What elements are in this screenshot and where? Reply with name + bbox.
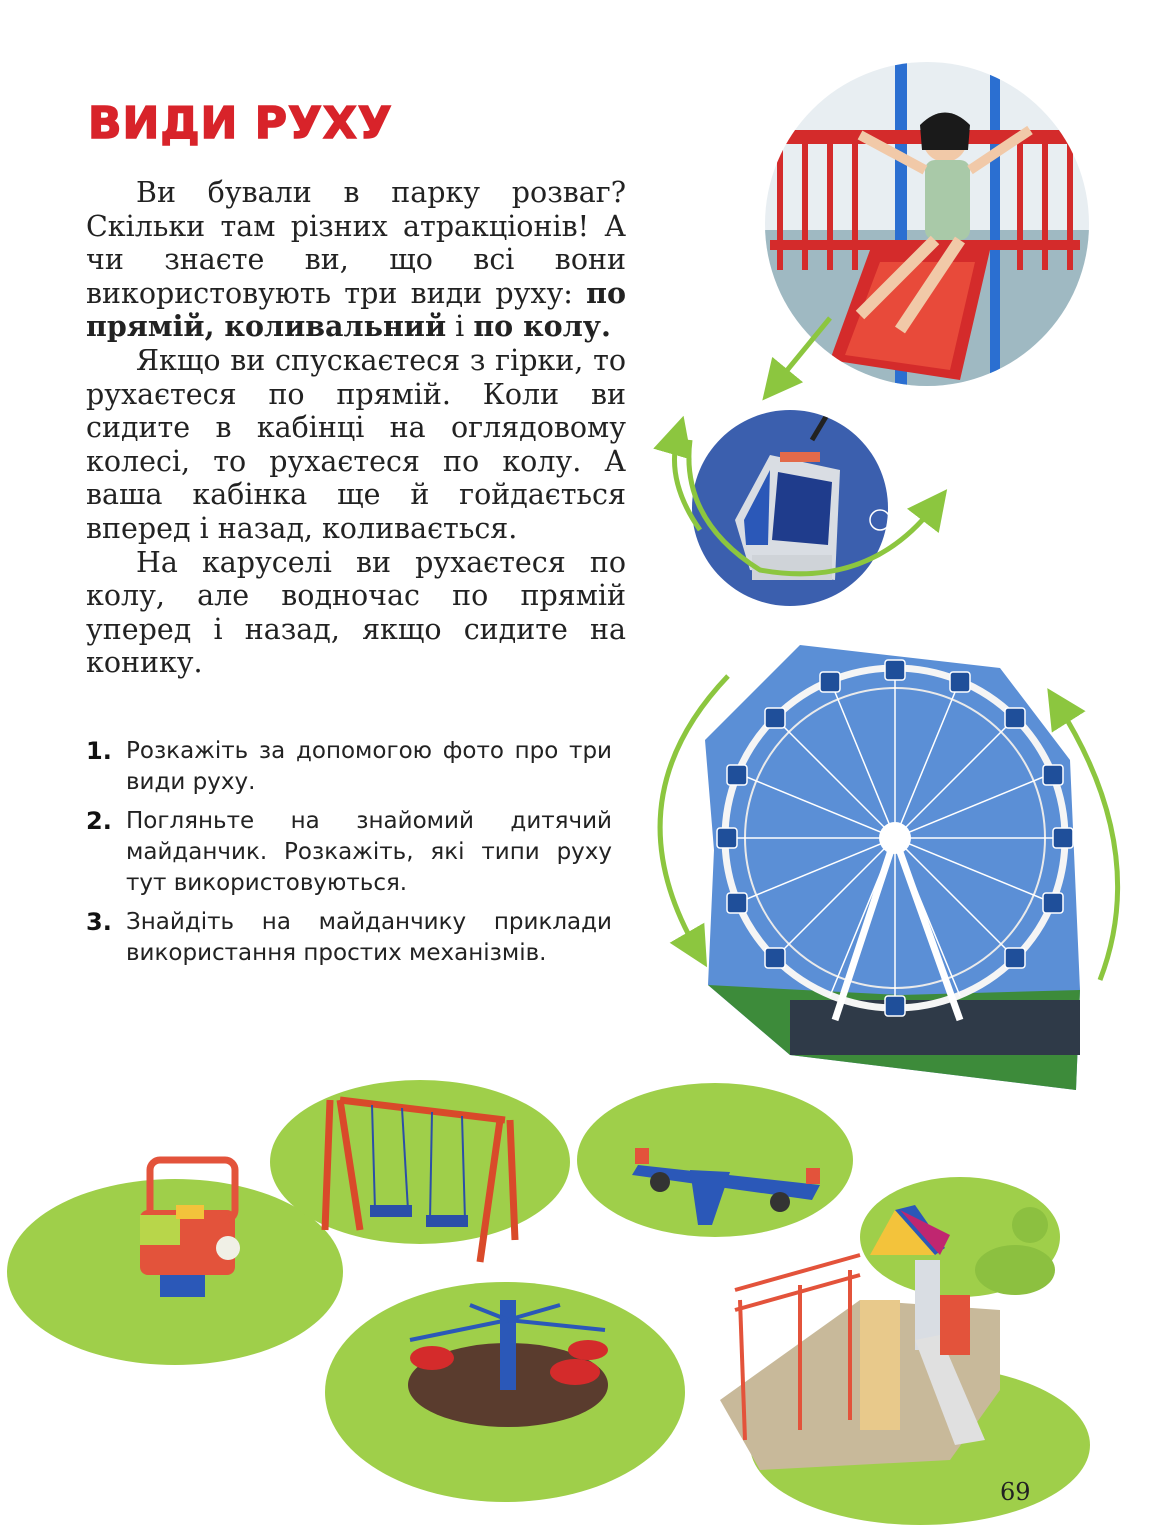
- straight-motion-arrow: [775, 318, 830, 385]
- task-number: 2.: [86, 807, 112, 835]
- task-item: [86, 806, 612, 899]
- task-text: Знайдіть на майданчику приклади використання простих механізмів.: [126, 909, 612, 966]
- paragraph-2: Якщо ви спускаєтеся з гірки, то рухаєтеся по прямій. Коли ви сидите в кабінці на оглядовому колесі, то рухаєтеся по колу. А ваша кабінка ще й гойдається вперед і назад, коливається.: [86, 343, 626, 545]
- task-item: [86, 736, 612, 798]
- main-text: [86, 176, 626, 680]
- task-number: 1.: [86, 737, 112, 765]
- task-item: [86, 907, 612, 969]
- paragraph-1: Ви бували в парку розваг? Скільки там різних атракціонів! А чи знаєте ви, що всі вони використовують три види руху: по прямій, коливальний і по колу.: [86, 176, 626, 344]
- task-list: [86, 736, 612, 977]
- cabin-illustration: [692, 410, 890, 606]
- task-text: Погляньте на знайомий дитячий майданчик. Розкажіть, які типи руху тут використовуються.: [126, 808, 612, 896]
- ferris-wheel-photo: [705, 645, 1080, 1090]
- page-number: 69: [1000, 1478, 1031, 1506]
- page-title: ВИДИ РУХУ: [88, 98, 393, 149]
- paragraph-3: На каруселі ви рухаєтеся по колу, але водночас по прямій уперед і назад, якщо сидите на конику.: [86, 545, 626, 680]
- task-text: Розкажіть за допомогою фото про три види руху.: [126, 738, 612, 795]
- task-number: 3.: [86, 908, 112, 936]
